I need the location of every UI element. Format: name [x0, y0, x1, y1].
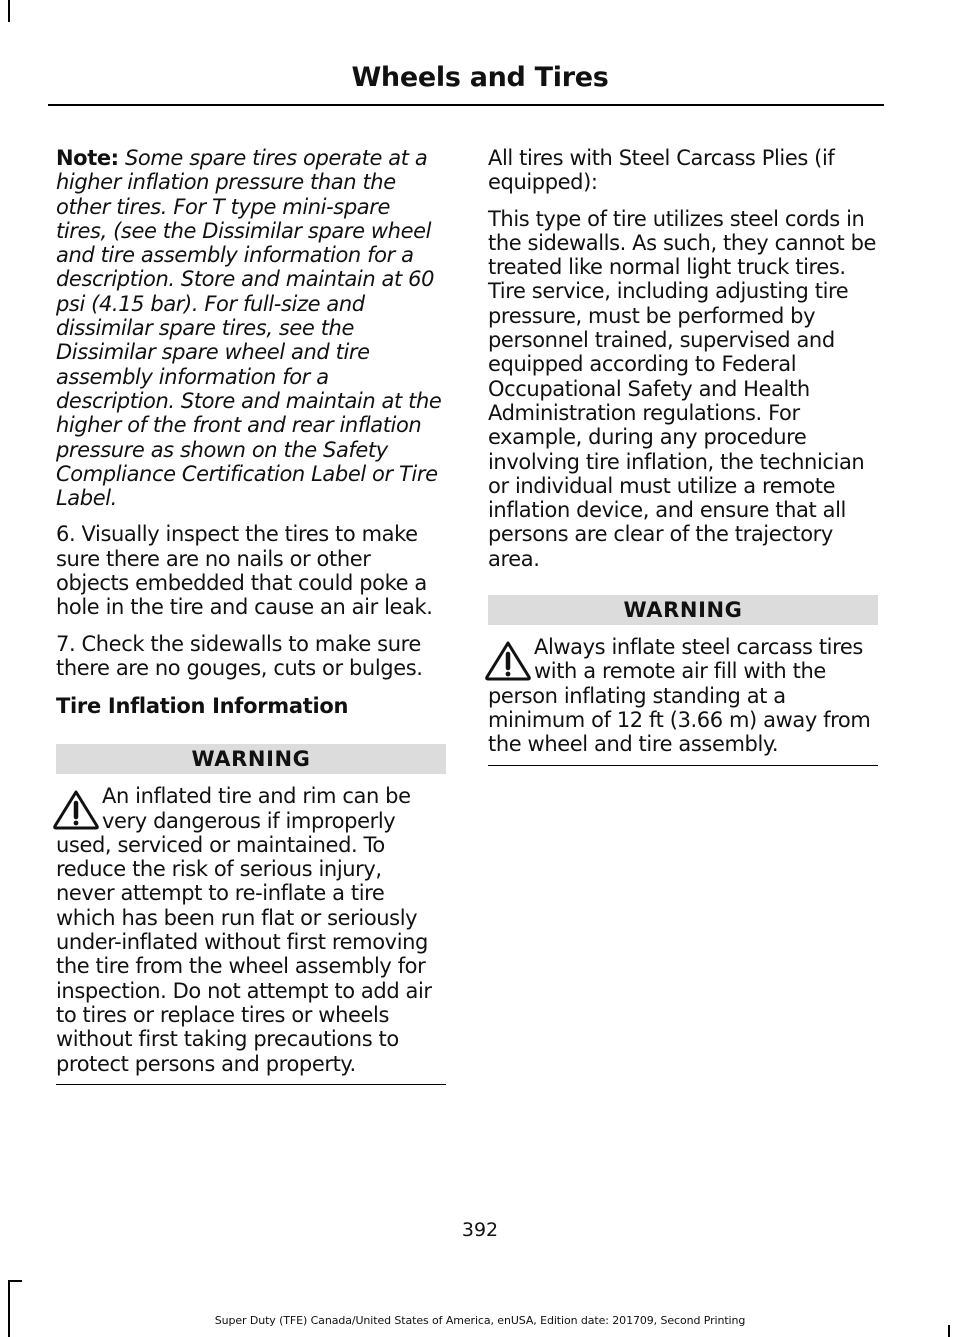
- warning-bottom-rule: [488, 765, 878, 767]
- header-divider: [48, 104, 884, 106]
- note-text: Some spare tires operate at a higher inflation pressure than the other tires. For T type mini-spare tires, (see the Dissimilar spare wheel and tire assembly information for a description. Store and maintain at 60 psi (4.15 bar). For full-size and dissimilar spare tires, see the Dissimilar spare wheel and tire assembly information for a description. Store and maintain at the higher of the front and rear inflation pressure as shown on the Safety Compliance Certification Label or Tire Label.: [56, 146, 442, 511]
- steel-carcass-description: This type of tire utilizes steel cords in the sidewalls. As such, they cannot be treated like normal light truck tires. Tire service, including adjusting tire pressure, must be performed by personnel trained, supervised and equipped according to Federal Occupational Safety and Health Administration regulations. For example, during any procedure involving tire inflation, the technician or individual must utilize a remote inflation device, and ensure that all persons are clear of the trajectory area.: [488, 206, 877, 571]
- warning-triangle-icon: [482, 639, 534, 683]
- step-6: 6. Visually inspect the tires to make sure there are no nails or other objects embedded that could poke a hole in the tire and cause an air leak.: [56, 522, 433, 620]
- right-column: [488, 146, 878, 766]
- note-label: Note:: [56, 146, 119, 170]
- page-title: Wheels and Tires: [351, 62, 609, 93]
- footer-edition-info: Super Duty (TFE) Canada/United States of America, enUSA, Edition date: 201709, Second Printing: [214, 1314, 746, 1327]
- note-paragraph: [56, 146, 446, 510]
- warning-bottom-rule: [56, 1084, 446, 1086]
- warning-header: WARNING: [56, 744, 446, 774]
- step-7: 7. Check the sidewalls to make sure there are no gouges, cuts or bulges.: [56, 631, 423, 680]
- warning-header: WARNING: [488, 595, 878, 625]
- warning-triangle-icon: [50, 788, 102, 832]
- warning-text: Always inflate steel carcass tires with a remote air fill with the person inflating standing at a minimum of 12 ft (3.66 m) away from the wheel and tire assembly.: [488, 635, 871, 757]
- steel-carcass-intro: All tires with Steel Carcass Plies (if equipped):: [488, 146, 835, 195]
- crop-mark: [8, 1280, 10, 1337]
- section-heading: Tire Inflation Information: [56, 694, 349, 719]
- crop-mark: [8, 1280, 22, 1282]
- warning-box: [488, 635, 878, 766]
- warning-text: An inflated tire and rim can be very dangerous if improperly used, serviced or maintained. To reduce the risk of serious injury, never attempt to re-inflate a tire which has been run flat or seriously under-inflated without first removing the tire from the wheel assembly for inspection. Do not attempt to add air to tires or replace tires or wheels without first taking precautions to protect persons and property.: [56, 784, 432, 1076]
- page-number: 392: [461, 1219, 499, 1241]
- left-column: [56, 146, 446, 1085]
- crop-mark: [8, 0, 10, 22]
- warning-box: [56, 784, 446, 1085]
